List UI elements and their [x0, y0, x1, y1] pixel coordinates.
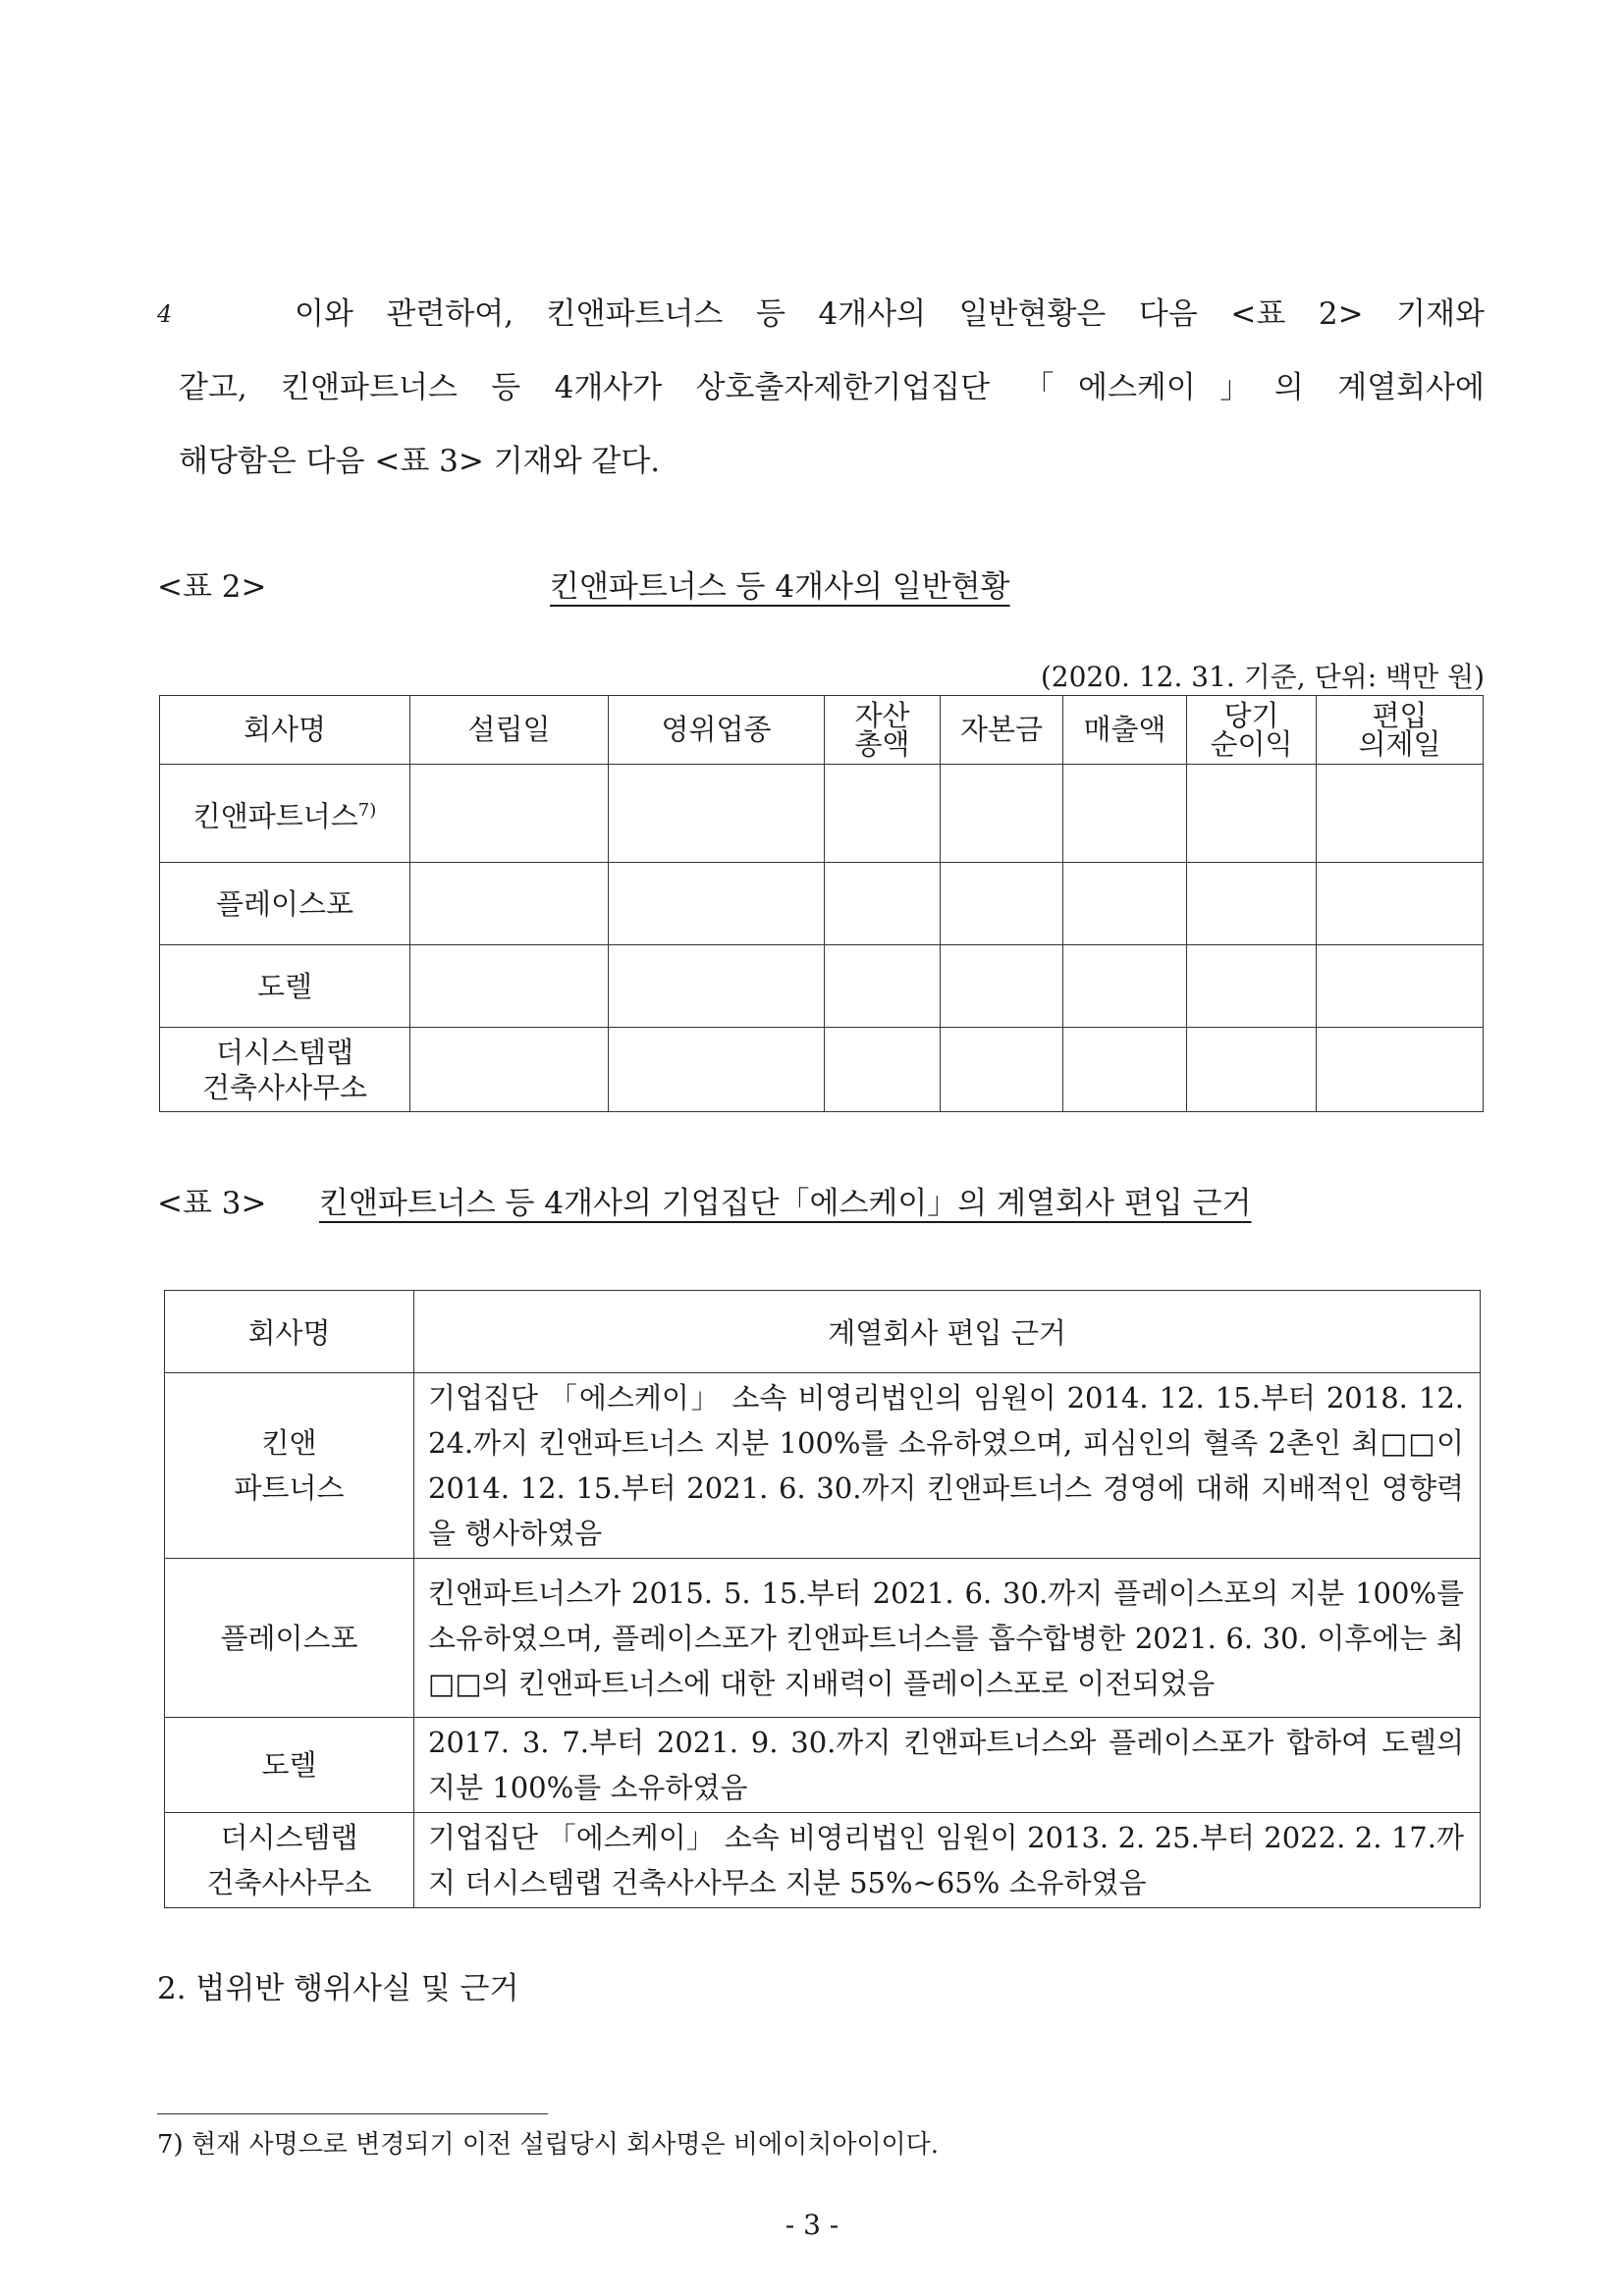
table-row	[165, 1559, 1481, 1718]
table-row	[160, 765, 1484, 863]
empty-cell	[941, 765, 1063, 863]
affiliation-reason-cell: 기업집단 「에스케이」 소속 비영리법인의 임원이 2014. 12. 15.부터 2018. 12. 24.까지 킨앤파트너스 지분 100%를 소유하였으며, 피심인의 혈족 2촌인 최□□이 2014. 12. 15.부터 2021. 6. 30.까지 킨앤파트너스 경영에 대해 지배적인 영향력을 행사하였음	[414, 1373, 1481, 1559]
company-name-cell: 도렐	[160, 945, 410, 1028]
empty-cell	[1317, 945, 1484, 1028]
empty-cell	[1317, 765, 1484, 863]
table-row	[160, 1028, 1484, 1112]
table2-title: 킨앤파트너스 등 4개사의 일반현황	[550, 569, 1010, 605]
table2-header-cell: 편입 의제일	[1317, 696, 1484, 765]
table2-unit-note: (2020. 12. 31. 기준, 단위: 백만 원)	[1040, 661, 1485, 693]
table2-header-cell: 설립일	[410, 696, 609, 765]
footnote: 7) 현재 사명으로 변경되기 이전 설립당시 회사명은 비에이치아이이다.	[157, 2130, 940, 2160]
section-heading: 2. 법위반 행위사실 및 근거	[157, 1971, 519, 2006]
affiliation-reason-cell: 기업집단 「에스케이」 소속 비영리법인 임원이 2013. 2. 25.부터 2022. 2. 17.까지 더시스템랩 건축사사무소 지분 55%~65% 소유하였음	[414, 1813, 1481, 1908]
paragraph-line-2: 같고, 킨앤파트너스 등 4개사가 상호출자제한기업집단 「에스케이」의 계열회사에	[179, 370, 1485, 405]
table-row	[165, 1718, 1481, 1813]
table2-header-row	[160, 696, 1484, 765]
affiliation-reason-cell: 2017. 3. 7.부터 2021. 9. 30.까지 킨앤파트너스와 플레이스포가 합하여 도렐의 지분 100%를 소유하였음	[414, 1718, 1481, 1813]
table-row	[160, 945, 1484, 1028]
table2-header-cell: 당기 순이익	[1187, 696, 1317, 765]
body-paragraph	[157, 278, 1485, 499]
table2-header-cell: 자본금	[941, 696, 1063, 765]
empty-cell	[1063, 765, 1187, 863]
empty-cell	[1317, 863, 1484, 945]
empty-cell	[941, 945, 1063, 1028]
empty-cell	[825, 945, 941, 1028]
table3-header-cell: 회사명	[165, 1291, 414, 1373]
company-name-cell: 킨앤 파트너스	[165, 1373, 414, 1559]
empty-cell	[609, 765, 825, 863]
empty-cell	[609, 945, 825, 1028]
table3-label: <표 3>	[157, 1186, 267, 1221]
table3-title: 킨앤파트너스 등 4개사의 기업집단「에스케이」의 계열회사 편입 근거	[319, 1186, 1252, 1221]
empty-cell	[609, 1028, 825, 1112]
affiliation-reason-cell: 킨앤파트너스가 2015. 5. 15.부터 2021. 6. 30.까지 플레이스포의 지분 100%를 소유하였으며, 플레이스포가 킨앤파트너스를 흡수합병한 2021. 6. 30. 이후에는 최□□의 킨앤파트너스에 대한 지배력이 플레이스포로 이전되었음	[414, 1559, 1481, 1718]
table3-affiliation-basis	[164, 1290, 1481, 1908]
table-row	[165, 1813, 1481, 1908]
empty-cell	[1187, 945, 1317, 1028]
company-name-cell: 플레이스포	[160, 863, 410, 945]
empty-cell	[410, 945, 609, 1028]
table-row	[165, 1373, 1481, 1559]
paragraph-line-1: 이와 관련하여, 킨앤파트너스 등 4개사의 일반현황은 다음 <표 2> 기재와	[295, 296, 1485, 332]
table3-header-row	[165, 1291, 1481, 1373]
footnote-ref: 7)	[357, 799, 377, 821]
empty-cell	[941, 1028, 1063, 1112]
empty-cell	[825, 863, 941, 945]
table2-general-status	[159, 695, 1484, 1112]
company-name-cell: 킨앤파트너스$^{7)}$	[160, 765, 410, 863]
empty-cell	[1187, 863, 1317, 945]
paragraph-number: 4	[157, 300, 173, 328]
empty-cell	[410, 863, 609, 945]
empty-cell	[1317, 1028, 1484, 1112]
empty-cell	[941, 863, 1063, 945]
table3-header-cell: 계열회사 편입 근거	[414, 1291, 1481, 1373]
empty-cell	[1063, 863, 1187, 945]
company-name-cell: 도렐	[165, 1718, 414, 1813]
footnote-divider	[157, 2113, 548, 2114]
empty-cell	[1187, 1028, 1317, 1112]
empty-cell	[410, 1028, 609, 1112]
table2-header-cell: 자산 총액	[825, 696, 941, 765]
empty-cell	[410, 765, 609, 863]
table2-header-cell: 영위업종	[609, 696, 825, 765]
empty-cell	[609, 863, 825, 945]
empty-cell	[1187, 765, 1317, 863]
company-name-cell: 플레이스포	[165, 1559, 414, 1718]
table2-header-cell: 회사명	[160, 696, 410, 765]
empty-cell	[825, 765, 941, 863]
company-name-cell: 더시스템랩 건축사사무소	[165, 1813, 414, 1908]
company-name-cell: 더시스템랩 건축사사무소	[160, 1028, 410, 1112]
page-number: - 3 -	[785, 2209, 839, 2241]
empty-cell	[1063, 1028, 1187, 1112]
table2-header-cell: 매출액	[1063, 696, 1187, 765]
table2-label: <표 2>	[157, 569, 267, 605]
table-row	[160, 863, 1484, 945]
empty-cell	[825, 1028, 941, 1112]
paragraph-line-3: 해당함은 다음 <표 3> 기재와 같다.	[179, 444, 661, 479]
empty-cell	[1063, 945, 1187, 1028]
